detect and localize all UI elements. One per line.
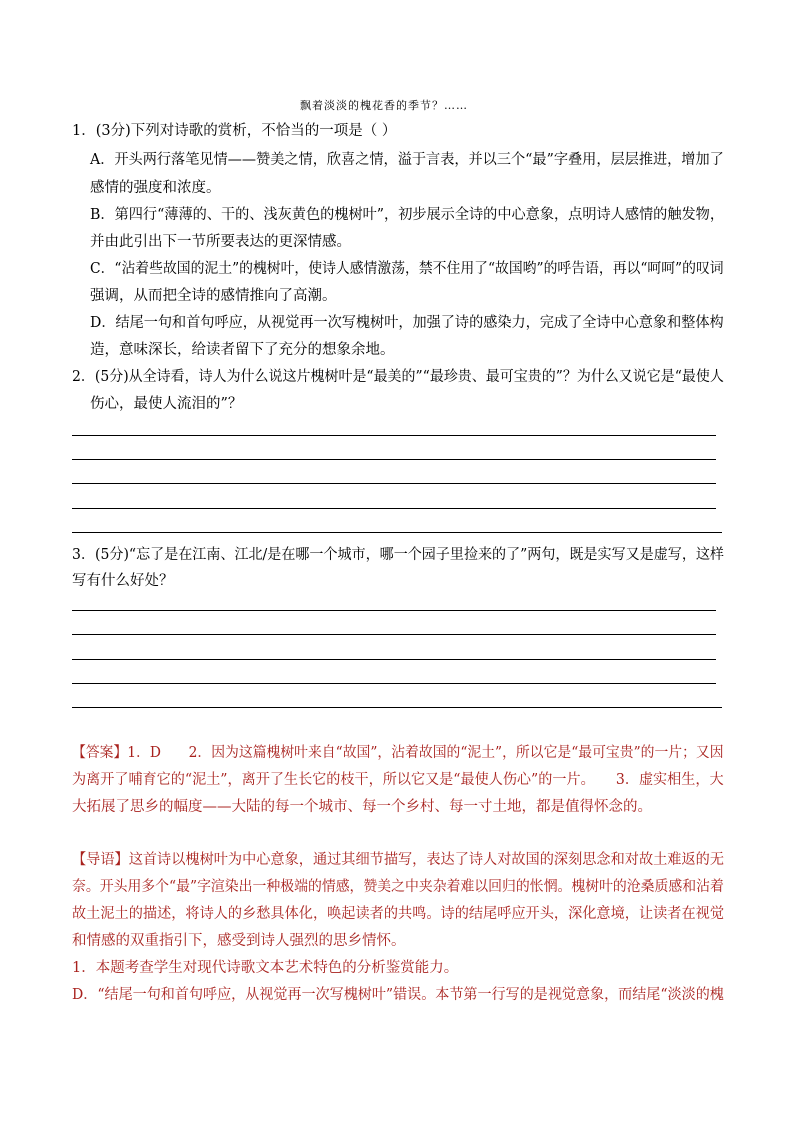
guide-tag: 【导语】 bbox=[72, 852, 129, 868]
option-a-line-2: 感情的强度和浓度。 bbox=[90, 180, 221, 196]
answer-line bbox=[72, 610, 716, 611]
answer-line bbox=[72, 459, 716, 460]
answer-tag: 【答案】 bbox=[72, 745, 128, 761]
guide-line-6: D．“结尾一句和首句呼应，从视觉再一次写槐树叶”错误。本节第一行写的是视觉意象，而结尾“淡淡的槐 bbox=[72, 987, 724, 1003]
answer-line bbox=[72, 435, 716, 436]
question-3-stem-line-1: 3．(5分)“忘了是在江南、江北/是在哪一个城市，哪一个园子里捡来的了”两句，既是实写又是虚写，这样 bbox=[72, 547, 724, 563]
option-d-line-2: 造，意味深长，给读者留下了充分的想象余地。 bbox=[90, 342, 395, 358]
option-a-line-1: A．开头两行落笔见情——赞美之情，欣喜之情，溢于言表，并以三个“最”字叠用，层层推进，增加了 bbox=[90, 152, 724, 168]
answer-line bbox=[72, 683, 716, 684]
answer-text: 1．D 2．因为这篇槐树叶来自“故国”，沾着故国的“泥土”，所以它是“最可宝贵”的一片；又因 bbox=[127, 745, 724, 761]
question-2-stem-line-1: 2．(5分)从全诗看，诗人为什么说这片槐树叶是“最美的”“最珍贵、最可宝贵的”？为什么又说它是“最使人 bbox=[72, 369, 724, 385]
question-1-stem: 1．(3分)下列对诗歌的赏析，不恰当的一项是（ ） bbox=[72, 123, 397, 139]
question-3-stem-line-2: 写有什么好处？ bbox=[72, 573, 174, 589]
answer-line bbox=[72, 508, 716, 509]
answer-line-1 bbox=[72, 741, 724, 762]
answer-line bbox=[72, 659, 716, 660]
question-2-stem-line-2: 伤心，最使人流泪的”？ bbox=[90, 396, 243, 412]
guide-line-2: 奈。开头用多个“最”字渲染出一种极端的情感，赞美之中夹杂着难以回归的怅惘。槐树叶的沧桑质感和沾着 bbox=[72, 879, 724, 895]
option-b-line-2: 并由此引出下一节所要表达的更深情感。 bbox=[90, 234, 351, 250]
option-c-line-2: 强调，从而把全诗的感情推向了高潮。 bbox=[90, 288, 337, 304]
guide-line-5: 1．本题考查学生对现代诗歌文本艺术特色的分析鉴赏能力。 bbox=[72, 960, 459, 976]
answer-line bbox=[72, 532, 722, 533]
option-b-line-1: B．第四行“薄薄的、干的、浅灰黄色的槐树叶”，初步展示全诗的中心意象，点明诗人感情的触发物， bbox=[90, 207, 724, 223]
answer-line-2: 为离开了哺育它的“泥土”，离开了生长它的枝干，所以它又是“最使人伤心”的一片。 3．虚实相生，大 bbox=[72, 772, 724, 788]
page-title: 飘着淡淡的槐花香的季节？…… bbox=[300, 99, 468, 112]
option-c-line-1: C．“沾着些故国的泥土”的槐树叶，使诗人感情激荡，禁不住用了“故国哟”的呼告语，再以“呵呵”的叹词 bbox=[90, 261, 724, 277]
guide-line-1 bbox=[72, 848, 724, 869]
answer-line bbox=[72, 634, 716, 635]
guide-line-4: 和情感的双重指引下，感受到诗人强烈的思乡情怀。 bbox=[72, 933, 406, 949]
guide-line-3: 故土泥土的描述，将诗人的乡愁具体化，唤起读者的共鸣。诗的结尾呼应开头，深化意境，让读者在视觉 bbox=[72, 906, 724, 922]
answer-line bbox=[72, 707, 722, 708]
answer-line-3: 大拓展了思乡的幅度——大陆的每一个城市、每一个乡村、每一寸土地，都是值得怀念的。 bbox=[72, 799, 652, 815]
guide-text: 这首诗以槐树叶为中心意象，通过其细节描写，表达了诗人对故国的深刻思念和对故土难返的无 bbox=[128, 852, 724, 868]
answer-line bbox=[72, 483, 716, 484]
option-d-line-1: D．结尾一句和首句呼应，从视觉再一次写槐树叶，加强了诗的感染力，完成了全诗中心意象和整体构 bbox=[90, 315, 724, 331]
